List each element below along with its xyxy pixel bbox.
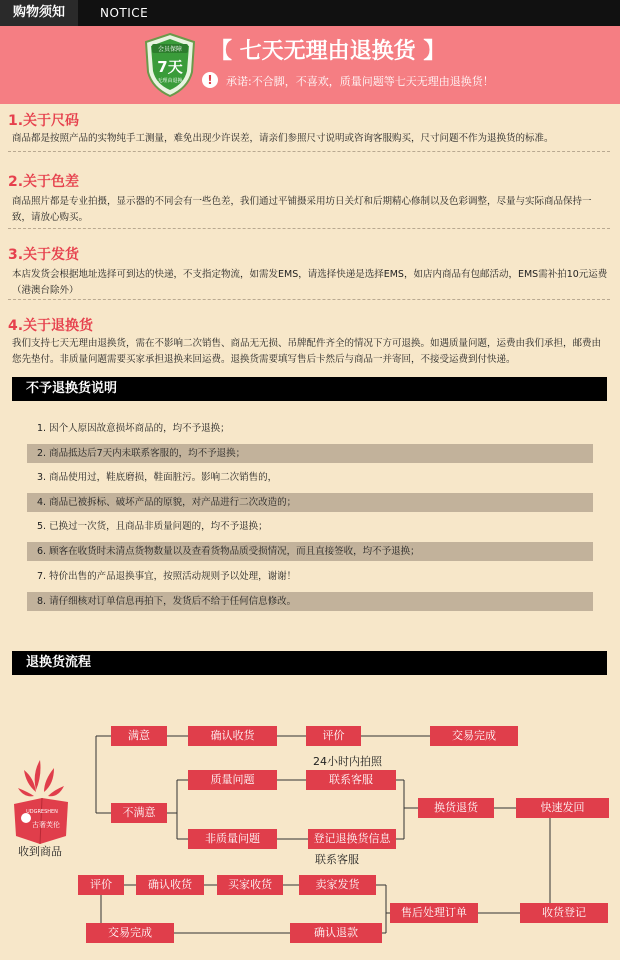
dashed-divider bbox=[8, 299, 610, 300]
rule-item: 8. 请仔细核对订单信息再拍下，发货后不给于任何信息修改。 bbox=[27, 592, 593, 611]
flow-buyer-receipt: 买家收货 bbox=[217, 875, 283, 895]
flow-register-return-info: 登记退换货信息 bbox=[308, 829, 396, 849]
return-flow-heading: 退换货流程 bbox=[12, 651, 607, 675]
flow-fast-ship-back: 快速发回 bbox=[516, 798, 609, 818]
brand-logo bbox=[6, 756, 76, 856]
guarantee-banner bbox=[0, 26, 620, 104]
rule-item: 6. 顾客在收货时未清点货物数量以及查看货物品质受损情况，而且直接签收，均不予退换； bbox=[27, 542, 593, 561]
badge-bottom-text: 无理由退换 bbox=[157, 78, 183, 84]
flow-receipt-registration: 收货登记 bbox=[520, 903, 608, 923]
dashed-divider bbox=[8, 151, 610, 152]
rule-item: 2. 商品抵达后7天内未联系客服的，均不予退换； bbox=[27, 444, 593, 463]
top-nav-bar bbox=[0, 0, 620, 26]
logo-cn-text: 古奢芙伦 bbox=[32, 821, 60, 829]
seven-day-shield-icon bbox=[142, 32, 198, 98]
flow-contact-cs: 联系客服 bbox=[306, 770, 396, 790]
flow-confirm-refund: 确认退款 bbox=[290, 923, 382, 943]
flow-deal-done-2: 交易完成 bbox=[86, 923, 174, 943]
rule-item: 5. 已换过一次货，且商品非质量问题的，均不予退换； bbox=[37, 521, 268, 532]
flow-hours-note: 24小时内拍照 bbox=[313, 755, 382, 768]
dashed-divider bbox=[8, 228, 610, 229]
no-return-heading: 不予退换货说明 bbox=[12, 377, 607, 401]
shopping-bag-icon bbox=[6, 756, 76, 856]
section-return-title: 4.关于退换货 bbox=[8, 318, 94, 334]
section-return-text: 我们支持七天无理由退换货，需在不影响二次销售、商品无无损、吊牌配件齐全的情况下方可退换。如遇质量问题，运费由我们承担，邮费由您先垫付。非质量问题需要买家承担退换来回运费。退换货需要填写售后卡然后与商品一并寄回，不接受运费到付快递。 bbox=[12, 338, 602, 365]
banner-subtitle: 承诺:不合脚，不喜欢，质量问题等七天无理由退换货！ bbox=[226, 75, 494, 88]
badge-days-text: 7天 bbox=[157, 58, 183, 76]
section-color-text: 商品照片都是专业拍摄，显示器的不同会有一些色差，我们通过平铺摄采用坊日关灯和后期精心修制以及色彩调整，尽量与实际商品保持一致，请放心购买。 bbox=[12, 196, 592, 223]
exclamation-icon: ! bbox=[202, 72, 218, 88]
flow-contact-cs-note: 联系客服 bbox=[315, 853, 359, 866]
flow-unsatisfied: 不满意 bbox=[111, 803, 167, 823]
flow-review-2: 评价 bbox=[78, 875, 124, 895]
section-shipping-title: 3.关于发货 bbox=[8, 247, 80, 263]
section-size-text: 商品都是按照产品的实物纯手工测量，难免出现少许误差，请亲们参照尺寸说明或咨询客服购买，尺寸问题不作为退换货的标准。 bbox=[12, 133, 554, 144]
flow-seller-ship: 卖家发货 bbox=[299, 875, 376, 895]
section-shipping-text: 本店发货会根据地址选择可到达的快递，不支指定物流，如需发EMS，请选择快递是选择EMS，如店内商品有包邮活动，EMS需补拍10元运费（港澳台除外） bbox=[12, 269, 608, 296]
flow-exchange-return: 换货退货 bbox=[418, 798, 494, 818]
tab-notice[interactable]: NOTICE bbox=[100, 6, 149, 20]
flow-non-quality-issue: 非质量问题 bbox=[188, 829, 277, 849]
rule-item: 4. 商品已被拆标、破坏产品的原貌，对产品进行二次改造的； bbox=[27, 493, 593, 512]
logo-brand-text: UDGRESHEN bbox=[26, 809, 58, 815]
badge-top-text: 会员保障 bbox=[157, 46, 183, 53]
rule-item: 1. 因个人原因故意损坏商品的，均不予退换； bbox=[37, 423, 230, 434]
flow-confirm-receipt: 确认收货 bbox=[188, 726, 277, 746]
logo-caption: 收到商品 bbox=[18, 845, 62, 858]
flow-deal-done: 交易完成 bbox=[430, 726, 518, 746]
flow-satisfied: 满意 bbox=[111, 726, 167, 746]
rule-item: 7. 特价出售的产品退换事宜，按照活动规则予以处理，谢谢！ bbox=[37, 571, 297, 582]
flow-after-sales-order: 售后处理订单 bbox=[390, 903, 478, 923]
flow-quality-issue: 质量问题 bbox=[188, 770, 277, 790]
flow-confirm-receipt-2: 确认收货 bbox=[136, 875, 204, 895]
banner-title: 【 七天无理由退换货 】 bbox=[210, 39, 446, 64]
section-color-title: 2.关于色差 bbox=[8, 174, 80, 190]
flow-review: 评价 bbox=[306, 726, 361, 746]
section-size-title: 1.关于尺码 bbox=[8, 113, 80, 129]
tab-shopping-notice[interactable]: 购物须知 bbox=[0, 0, 78, 26]
rule-item: 3. 商品使用过，鞋底磨损，鞋面脏污。影响二次销售的， bbox=[37, 472, 278, 483]
